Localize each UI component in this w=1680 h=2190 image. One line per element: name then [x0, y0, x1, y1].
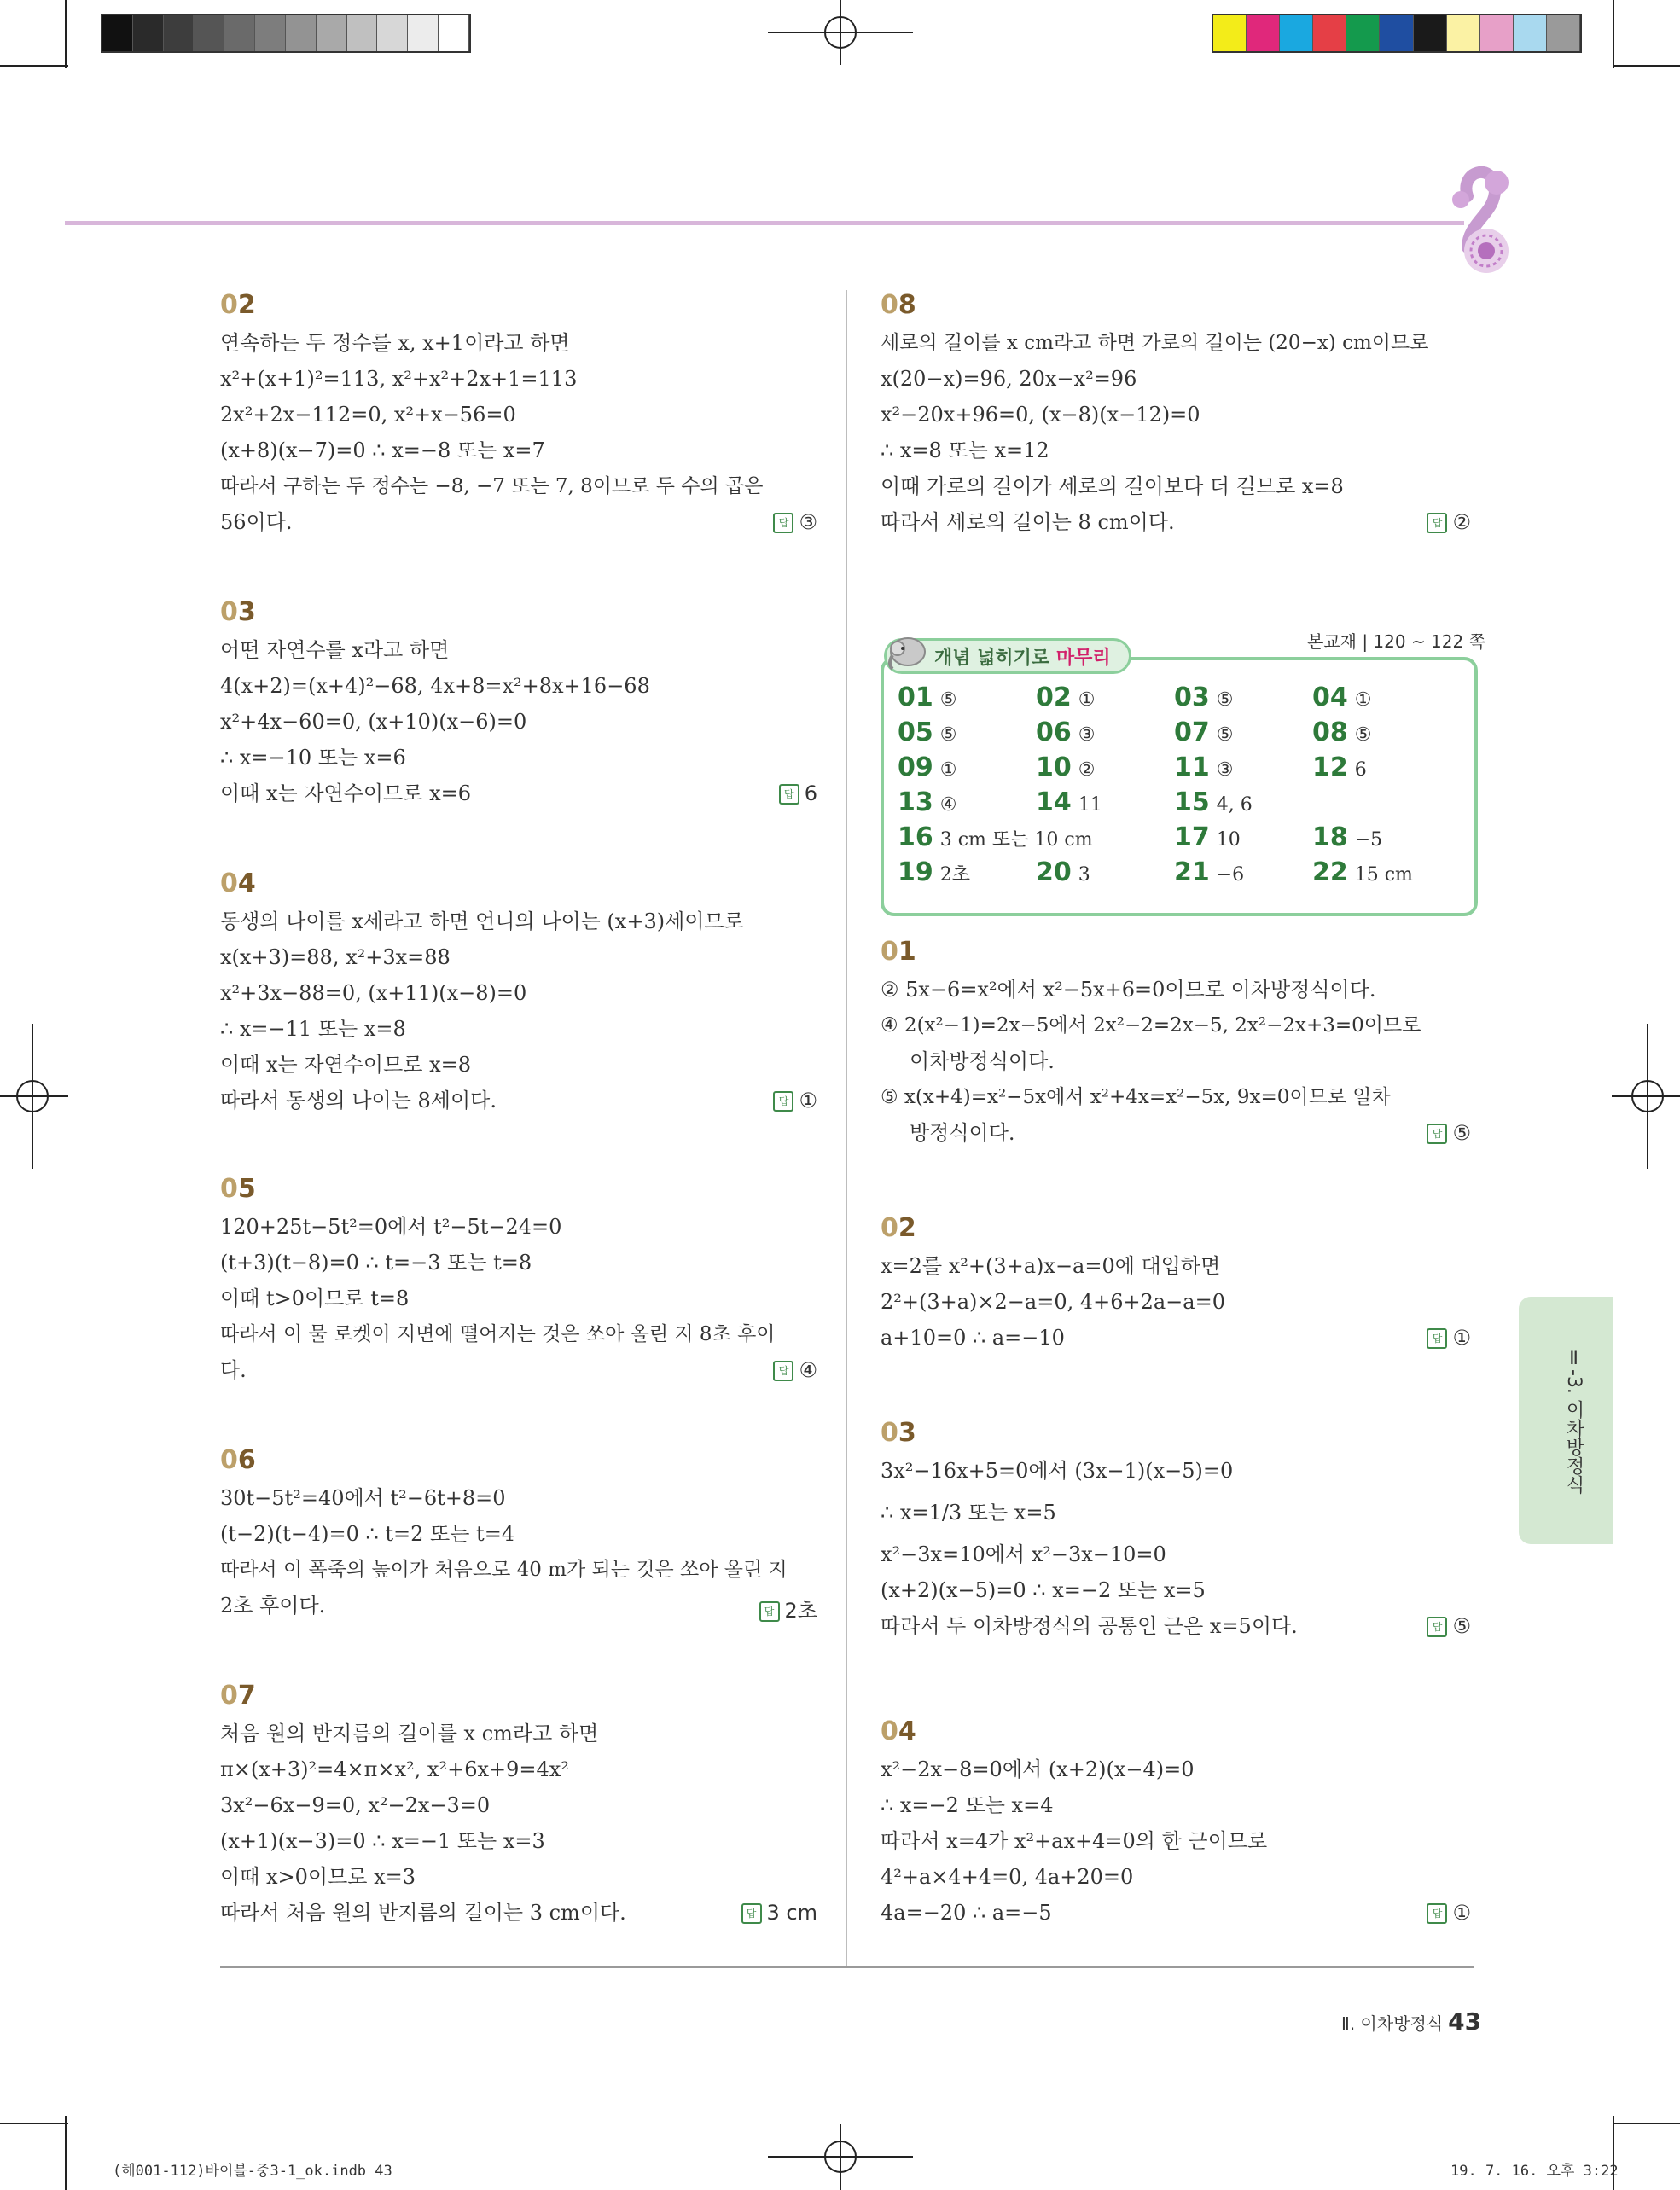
answer-cell: 07 ⑤	[1174, 717, 1234, 747]
solution-line: (x+8)(x−7)=0 ∴ x=−8 또는 x=7	[220, 439, 545, 462]
answer-tag-icon: 답	[759, 1601, 780, 1622]
color-swatch	[1280, 15, 1313, 51]
solution-b04	[881, 1717, 1471, 1931]
solution-line: 따라서 두 이차방정식의 공통인 근은 x=5이다.	[881, 1614, 1298, 1638]
solution-line: 다.	[220, 1358, 247, 1382]
solution-line: 2x²+2x−112=0, x²+x−56=0	[220, 403, 516, 427]
answer: 답 3 cm	[741, 1901, 817, 1925]
answer: 답 6	[779, 781, 817, 805]
registration-target-bottom	[768, 2124, 913, 2190]
answer-tag-icon: 답	[773, 513, 793, 533]
solution-line: π×(x+3)²=4×π×x², x²+6x+9=4x²	[220, 1757, 569, 1781]
solution-line: 세로의 길이를 x cm라고 하면 가로의 길이는 (20−x) cm이므로	[881, 332, 1429, 354]
answer-tag-icon: 답	[1427, 1903, 1447, 1924]
problem-number: 04	[220, 868, 256, 898]
solution-b01	[881, 937, 1471, 1151]
solution-line: x²−3x=10에서 x²−3x−10=0	[881, 1542, 1166, 1566]
answer: 답 ⑤	[1427, 1121, 1471, 1145]
answer: 답 ①	[1427, 1901, 1471, 1925]
solution-04	[220, 868, 817, 1118]
solution-line: ∴ x=−2 또는 x=4	[881, 1793, 1054, 1817]
registration-target-right	[1612, 1024, 1680, 1169]
answer-tag-icon: 답	[773, 1091, 793, 1112]
problem-number: 02	[881, 1213, 916, 1243]
solution-b02	[881, 1213, 1471, 1356]
problem-number: 05	[220, 1174, 256, 1204]
answer-tag-icon: 답	[1427, 513, 1447, 533]
answer-cell: 13 ④	[898, 787, 957, 817]
answer-tag-icon: 답	[1427, 1617, 1447, 1637]
solution-08	[881, 290, 1471, 540]
problem-number: 03	[220, 597, 256, 627]
solution-line: x(20−x)=96, 20x−x²=96	[881, 367, 1137, 391]
solution-line: (t+3)(t−8)=0 ∴ t=−3 또는 t=8	[220, 1251, 532, 1275]
gray-swatch	[194, 15, 224, 51]
solution-line: 2초 후이다.	[220, 1594, 326, 1618]
solution-line: 이때 x는 자연수이므로 x=6	[220, 781, 471, 805]
solution-line: 방정식이다.	[910, 1121, 1015, 1145]
solution-line: 4a=−20 ∴ a=−5	[881, 1901, 1052, 1925]
answer: 답 ③	[773, 510, 817, 534]
solution-07	[220, 1681, 817, 1931]
solution-line: 따라서 이 폭죽의 높이가 처음으로 40 m가 되는 것은 쏘아 올린 지	[220, 1559, 788, 1581]
answer-cell: 04 ①	[1312, 683, 1372, 712]
color-swatch	[1514, 15, 1547, 51]
solution-03	[220, 597, 817, 811]
registration-target-left	[0, 1024, 68, 1169]
answer-tag-icon: 답	[773, 1361, 793, 1381]
answer-cell: 16 3 cm 또는 10 cm	[898, 822, 1093, 852]
solution-line: x²−20x+96=0, (x−8)(x−12)=0	[881, 403, 1200, 427]
solution-line: 120+25t−5t²=0에서 t²−5t−24=0	[220, 1215, 562, 1239]
answer-cell: 12 6	[1312, 752, 1367, 782]
gray-swatch	[439, 15, 469, 51]
answer-cell: 19 2초	[898, 857, 970, 887]
column-divider	[846, 290, 847, 1966]
answer-cell: 06 ③	[1036, 717, 1096, 747]
solution-line: (t−2)(t−4)=0 ∴ t=2 또는 t=4	[220, 1522, 515, 1546]
gray-swatch	[408, 15, 439, 51]
header-rule	[65, 221, 1464, 225]
answer-cell: 03 ⑤	[1174, 683, 1234, 712]
answer: 답 ①	[773, 1089, 817, 1112]
solution-line: 3x²−6x−9=0, x²−2x−3=0	[220, 1793, 491, 1817]
solution-line: ∴ x=−11 또는 x=8	[220, 1017, 406, 1041]
gray-swatch	[102, 15, 133, 51]
answer-cell: 18 −5	[1312, 822, 1383, 852]
answer-cell: 02 ①	[1036, 683, 1096, 712]
answer-tag-icon: 답	[779, 784, 799, 805]
textbook-reference: 본교재 | 120 ~ 122 쪽	[1307, 631, 1485, 652]
solution-line: 처음 원의 반지름의 길이를 x cm라고 하면	[220, 1722, 599, 1746]
answer-cell: 20 3	[1036, 857, 1090, 887]
problem-number: 03	[881, 1418, 916, 1448]
crop-mark	[1613, 0, 1614, 68]
color-swatch-bar	[1212, 14, 1582, 53]
crop-mark	[65, 0, 67, 68]
solution-line: 4(x+2)=(x+4)²−68, 4x+8=x²+8x+16−68	[220, 674, 650, 698]
problem-number: 06	[220, 1445, 256, 1475]
problem-number: 07	[220, 1681, 256, 1711]
gray-swatch	[255, 15, 286, 51]
answer: 답 ⑤	[1427, 1614, 1471, 1638]
color-swatch	[1313, 15, 1346, 51]
solution-line: 어떤 자연수를 x라고 하면	[220, 638, 450, 662]
solution-02	[220, 290, 817, 540]
color-swatch	[1414, 15, 1447, 51]
solution-line: 연속하는 두 정수를 x, x+1이라고 하면	[220, 331, 570, 355]
solution-line: 30t−5t²=40에서 t²−6t+8=0	[220, 1486, 506, 1510]
color-swatch	[1447, 15, 1480, 51]
solution-line: 3x²−16x+5=0에서 (3x−1)(x−5)=0	[881, 1459, 1234, 1483]
problem-number: 01	[881, 937, 916, 967]
answer: 답 2초	[759, 1594, 817, 1624]
solution-b03	[881, 1418, 1471, 1644]
answer: 답 ①	[1427, 1326, 1471, 1350]
answer-tag-icon: 답	[1427, 1124, 1447, 1144]
solution-06	[220, 1445, 817, 1624]
solution-line: 이때 x는 자연수이므로 x=8	[220, 1053, 471, 1077]
gray-swatch	[377, 15, 408, 51]
answer-cell: 09 ①	[898, 752, 957, 782]
color-swatch	[1380, 15, 1413, 51]
print-file-info: (해001-112)바이블-중3-1_ok.indb 43	[113, 2163, 392, 2180]
solution-line: ∴ x=8 또는 x=12	[881, 439, 1049, 462]
solution-line: 따라서 x=4가 x²+ax+4=0의 한 근이므로	[881, 1829, 1268, 1853]
chapter-side-label: Ⅱ-3. 이차방정식	[1563, 1347, 1584, 1494]
answer-tag-icon: 답	[1427, 1328, 1447, 1349]
answer-cell: 05 ⑤	[898, 717, 957, 747]
gray-swatch	[286, 15, 317, 51]
solution-line: 56이다.	[220, 510, 293, 534]
page-footer: Ⅱ. 이차방정식 43	[1341, 2007, 1482, 2036]
crop-mark	[65, 2116, 67, 2190]
gray-swatch	[347, 15, 378, 51]
gray-swatch	[133, 15, 164, 51]
solution-line: (x+2)(x−5)=0 ∴ x=−2 또는 x=5	[881, 1578, 1206, 1602]
answer-cell: 21 −6	[1174, 857, 1245, 887]
solution-line: ② 5x−6=x²에서 x²−5x+6=0이므로 이차방정식이다.	[881, 978, 1376, 1002]
crop-mark	[0, 2123, 68, 2124]
solution-line: 따라서 동생의 나이는 8세이다.	[220, 1089, 497, 1112]
solution-line: x=2를 x²+(3+a)x−a=0에 대입하면	[881, 1254, 1221, 1278]
color-swatch	[1547, 15, 1580, 51]
page-number: 43	[1448, 2007, 1482, 2036]
solution-line: ⑤ x(x+4)=x²−5x에서 x²+4x=x²−5x, 9x=0이므로 일차	[881, 1086, 1391, 1108]
answer-cell: 17 10	[1174, 822, 1241, 852]
answer-cell: 08 ⑤	[1312, 717, 1372, 747]
problem-number: 04	[881, 1717, 916, 1746]
answer-tag-icon: 답	[741, 1903, 762, 1924]
solution-line: 따라서 구하는 두 정수는 −8, −7 또는 7, 8이므로 두 수의 곱은	[220, 475, 764, 497]
elephant-mascot-icon	[882, 630, 930, 672]
color-swatch	[1346, 15, 1380, 51]
answer-cell: 01 ⑤	[898, 683, 957, 712]
footer-rule	[220, 1966, 1474, 1968]
gray-swatch	[317, 15, 347, 51]
answer-cell: 15 4, 6	[1174, 787, 1253, 817]
solution-line: ④ 2(x²−1)=2x−5에서 2x²−2=2x−5, 2x²−2x+3=0이므로	[881, 1014, 1421, 1037]
solution-line: 4²+a×4+4=0, 4a+20=0	[881, 1865, 1134, 1889]
solution-line: x²+4x−60=0, (x+10)(x−6)=0	[220, 710, 527, 734]
problem-number: 02	[220, 290, 256, 320]
crop-mark	[1613, 2123, 1680, 2124]
solution-05	[220, 1174, 817, 1388]
answer-cell: 10 ②	[1036, 752, 1096, 782]
gray-swatch-bar	[101, 14, 471, 53]
box-title: 개념 넓히기로 마무리	[884, 638, 1131, 674]
color-swatch	[1213, 15, 1247, 51]
registration-target-top	[768, 0, 913, 65]
crop-mark	[0, 65, 68, 67]
answer-cell: 14 11	[1036, 787, 1102, 817]
solution-line: 이때 가로의 길이가 세로의 길이보다 더 길므로 x=8	[881, 474, 1344, 498]
solution-line: x(x+3)=88, x²+3x=88	[220, 945, 451, 969]
gray-swatch	[224, 15, 255, 51]
solution-line: (x+1)(x−3)=0 ∴ x=−1 또는 x=3	[220, 1829, 545, 1853]
color-swatch	[1480, 15, 1514, 51]
solution-line: a+10=0 ∴ a=−10	[881, 1326, 1065, 1350]
print-timestamp: 19. 7. 16. 오후 3:22	[1450, 2163, 1619, 2180]
solution-line: 동생의 나이를 x세라고 하면 언니의 나이는 (x+3)세이므로	[220, 909, 744, 933]
problem-number: 08	[881, 290, 916, 320]
color-swatch	[1247, 15, 1280, 51]
solution-line: x²+(x+1)²=113, x²+x²+2x+1=113	[220, 367, 578, 391]
solution-line: 2²+(3+a)×2−a=0, 4+6+2a−a=0	[881, 1290, 1225, 1314]
solution-line: ∴ x=−10 또는 x=6	[220, 746, 406, 770]
answer-cell: 22 15 cm	[1312, 857, 1413, 887]
solution-line: x²−2x−8=0에서 (x+2)(x−4)=0	[881, 1757, 1195, 1781]
answer: 답 ④	[773, 1358, 817, 1382]
answer-cell: 11 ③	[1174, 752, 1234, 782]
solution-line: 따라서 이 물 로켓이 지면에 떨어지는 것은 쏘아 올린 지 8초 후이	[220, 1323, 776, 1345]
solution-line: 따라서 세로의 길이는 8 cm이다.	[881, 510, 1175, 534]
solution-line: x²+3x−88=0, (x+11)(x−8)=0	[220, 981, 527, 1005]
solution-line: 따라서 처음 원의 반지름의 길이는 3 cm이다.	[220, 1901, 626, 1925]
flower-ornament-icon	[1433, 162, 1527, 282]
solution-line: 이차방정식이다.	[910, 1049, 1055, 1073]
crop-mark	[1613, 65, 1680, 67]
solution-line: ∴ x=1/3 또는 x=5	[881, 1501, 1056, 1525]
solution-line: 이때 t>0이므로 t=8	[220, 1287, 410, 1310]
answer: 답 ②	[1427, 510, 1471, 534]
solution-line: 이때 x>0이므로 x=3	[220, 1865, 416, 1889]
gray-swatch	[164, 15, 195, 51]
